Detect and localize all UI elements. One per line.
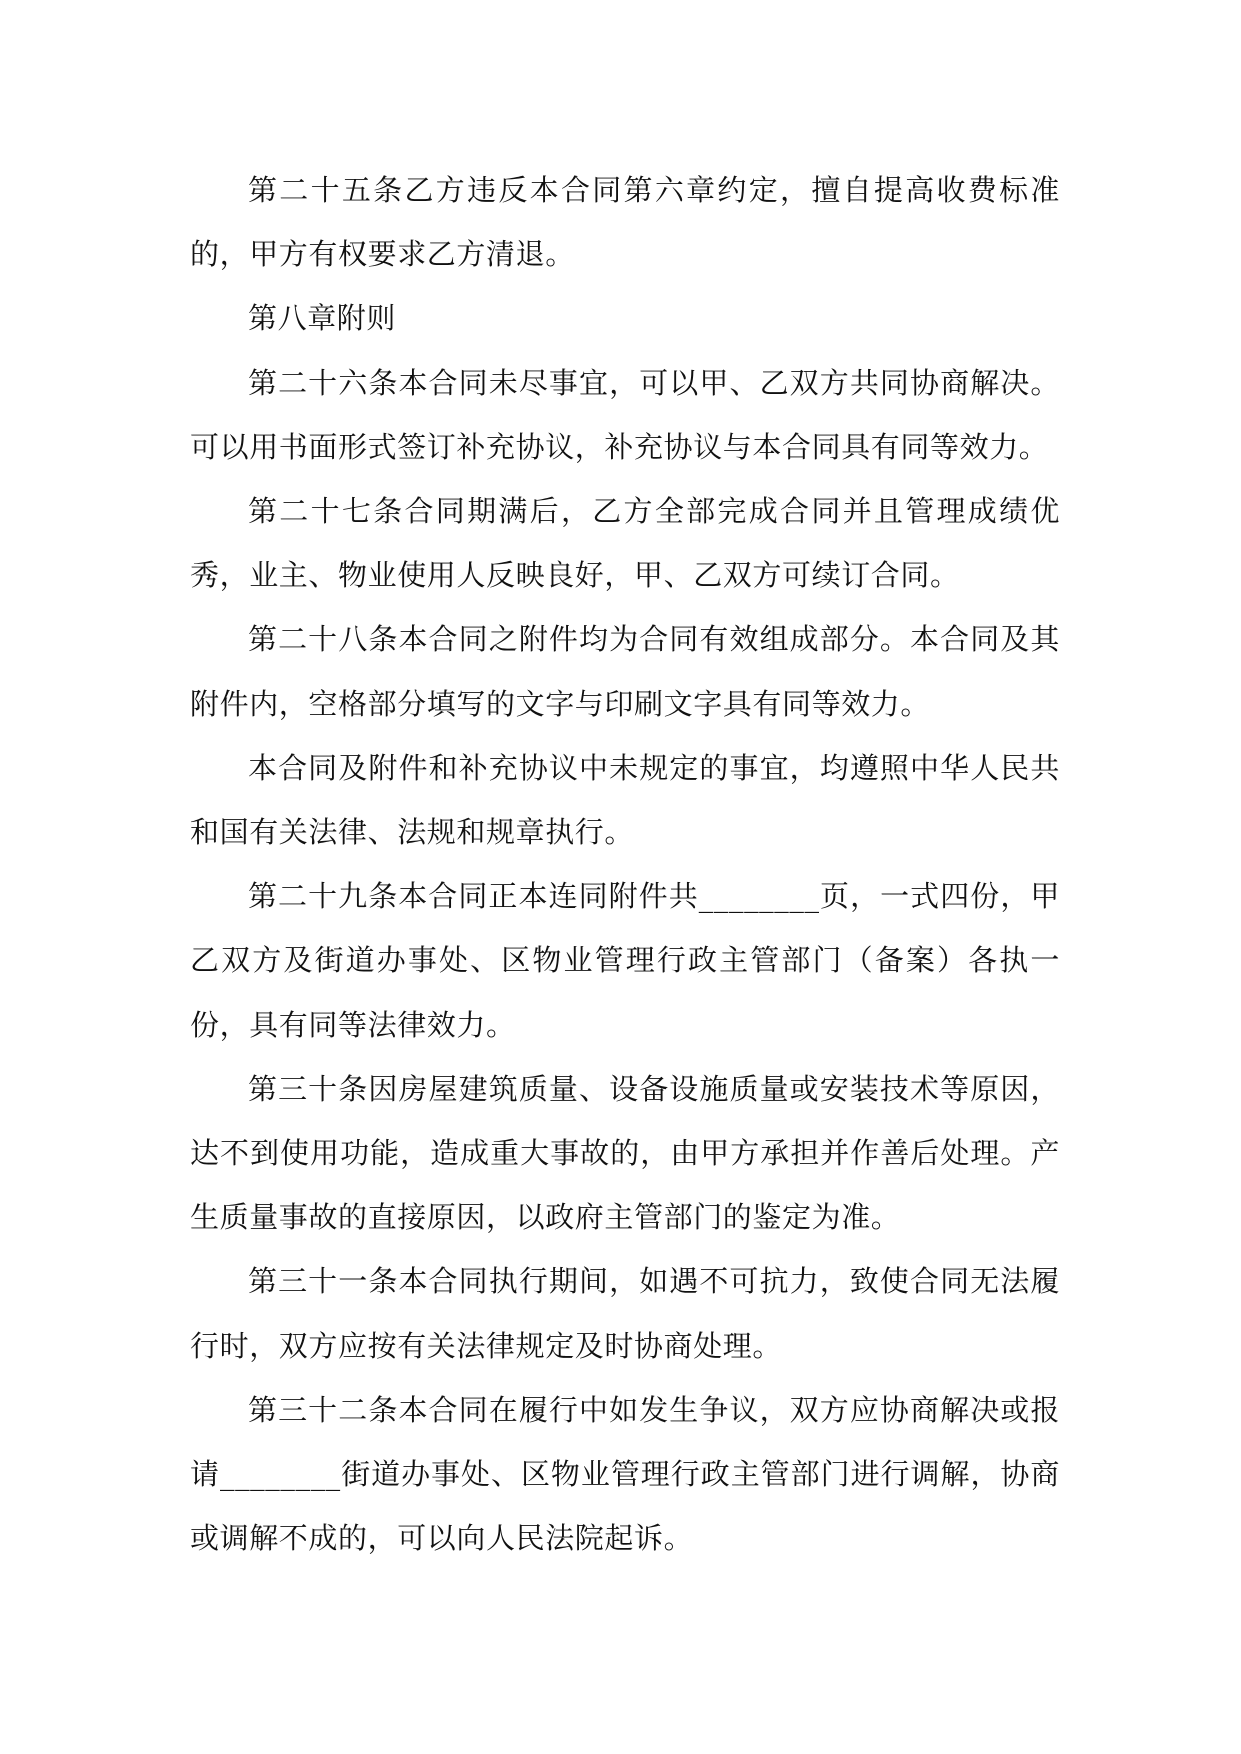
article-32-paragraph: 第三十二条本合同在履行中如发生争议，双方应协商解决或报请________街道办事处、区物业管理行政主管部门进行调解，协商或调解不成的，可以向人民法院起诉。 — [190, 1392, 1060, 1556]
supplementary-law-paragraph: 本合同及附件和补充协议中未规定的事宜，均遵照中华人民共和国有关法律、法规和规章执行。 — [190, 750, 1060, 850]
document-body — [190, 158, 1060, 1570]
article-26-paragraph: 第二十六条本合同未尽事宜，可以甲、乙双方共同协商解决。可以用书面形式签订补充协议，补充协议与本合同具有同等效力。 — [190, 365, 1060, 464]
article-27-paragraph: 第二十七条合同期满后，乙方全部完成合同并且管理成绩优秀，业主、物业使用人反映良好，甲、乙双方可续订合同。 — [190, 494, 1060, 593]
chapter-8-heading: 第八章附则 — [248, 301, 397, 336]
article-29-paragraph: 第二十九条本合同正本连同附件共________页，一式四份，甲乙双方及街道办事处、区物业管理行政主管部门（备案）各执一份，具有同等法律效力。 — [190, 879, 1060, 1042]
article-28-paragraph: 第二十八条本合同之附件均为合同有效组成部分。本合同及其附件内，空格部分填写的文字与印刷文字具有同等效力。 — [190, 622, 1060, 721]
article-25-paragraph: 第二十五条乙方违反本合同第六章约定，擅自提高收费标准的，甲方有权要求乙方清退。 — [190, 173, 1060, 272]
article-30-paragraph: 第三十条因房屋建筑质量、设备设施质量或安装技术等原因，达不到使用功能，造成重大事故的，由甲方承担并作善后处理。产生质量事故的直接原因，以政府主管部门的鉴定为准。 — [190, 1071, 1060, 1235]
article-31-paragraph: 第三十一条本合同执行期间，如遇不可抗力，致使合同无法履行时，双方应按有关法律规定及时协商处理。 — [190, 1264, 1060, 1363]
